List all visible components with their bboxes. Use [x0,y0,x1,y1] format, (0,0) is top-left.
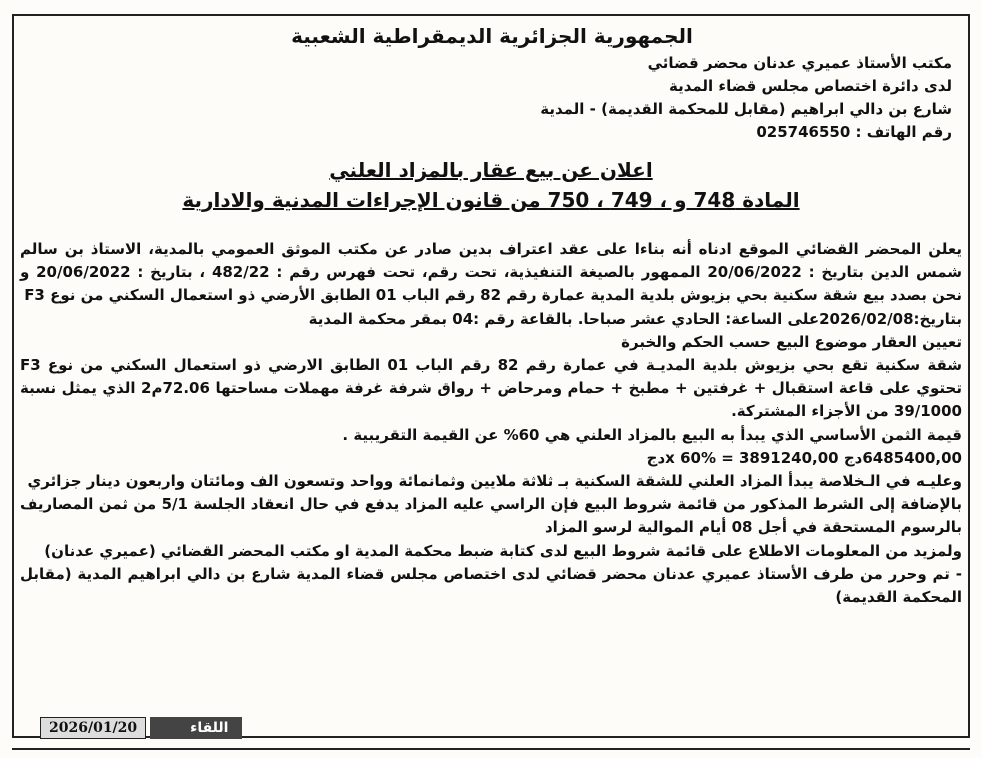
publication-footer [40,717,242,739]
notice-body [20,238,962,609]
notice-header [32,24,952,144]
office-name: مكتب الأستاذ عميري عدنان محضر قضائي [647,54,952,72]
office-address: شارع بن دالي ابراهيم (مقابل للمحكمة القديمة) - المدية [540,100,952,118]
republic-title: الجمهورية الجزائرية الديمقراطية الشعبية [291,24,693,48]
body-price-calculation: 6485400,00دج x 60% = 3891240,00دج [646,448,962,467]
body-signature: - تم وحرر من طرف الأستاذ عميري عدنان محضر قضائي لدى اختصاص مجلس قضاء المدية شارع بن دالي ابراهيم المدية (مقابل المحكمة القديمة) [20,564,962,607]
publication-date: 2026/01/20 [40,717,146,739]
body-fees: بالإضافة إلى الشرط المذكور من قائمة شروط البيع فإن الراسي عليه المزاد يدفع في حال انعقاد الجلسة 5/1 من ثمن المصاريف بالرسوم المستحقة في أجل 08 أيام الموالية لرسو المزاد [20,495,962,537]
body-session-date: بتاريخ:2026/02/08على الساعة: الحادي عشر صباحا. بالقاعة رقم :04 بمقر محكمة المدية [308,309,962,328]
office-phone: رقم الهاتف : 025746550 [756,123,952,141]
body-intro: يعلن المحضر القضائي الموقع ادناه أنه بناءا على عقد اعتراف بدين صادر عن مكتب الموثق العمومي بالمدية، الاستاذ بن سالم شمس الدين بتاريخ : 20/06/2022 الممهور بالصيغة التنفيذية، تحت رقم، تحت فهرس رقم : 482/22 ، بتاريخ : 20/06/2022 و نحن بصدد بيع شقة سكنية بحي بزيوش بلدية المدية عمارة رقم 82 رقم الباب 01 الطابق الأرضي ذو استعمال السكني من نوع F3 [20,240,963,305]
notice-subject [0,155,982,215]
bottom-divider [12,748,970,750]
subject-title: اعلان عن بيع عقار بالمزاد العلني [329,158,653,182]
jurisdiction: لدى دائرة اختصاص مجلس قضاء المدية [668,77,952,95]
subject-articles: المادة 748 و ، 749 ، 750 من قانون الإجراءات المدنية والادارية [182,188,800,212]
body-property-heading: تعيين العقار موضوع البيع حسب الحكم والخبرة [621,332,962,351]
body-base-price: قيمة الثمن الأساسي الذي يبدأ به البيع بالمزاد العلني هي 60% عن القيمة التقريبية . [342,425,962,444]
body-property-description: شقة سكنية تقع بحي بزيوش بلدية المديـة في عمارة رقم 82 رقم الباب 01 الطابق الارضي ذو استعمال السكني من نوع F3 تحتوي على قاعة استقبال + غرفتين + مطبخ + حمام ومرحاض + رواق شرفة غرفة مهملات مساحتها 72.06م2 الذي يمثل نسبة 39/1000 من الأجزاء المشتركة. [20,356,962,421]
newspaper-name: اللقاء [150,717,242,739]
body-more-info: ولمزيد من المعلومات الاطلاع على قائمة شروط البيع لدى كتابة ضبط محكمة المدية او مكتب المحضر القضائي (عميري عدنان) [44,541,962,560]
body-summary: وعليـه في الـخلاصة يبدأ المزاد العلني للشقة السكنية بـ ثلاثة ملايين وثمانمائة وواحد وتسعون الف ومائتان واربعون دينار جزائري [27,472,962,491]
